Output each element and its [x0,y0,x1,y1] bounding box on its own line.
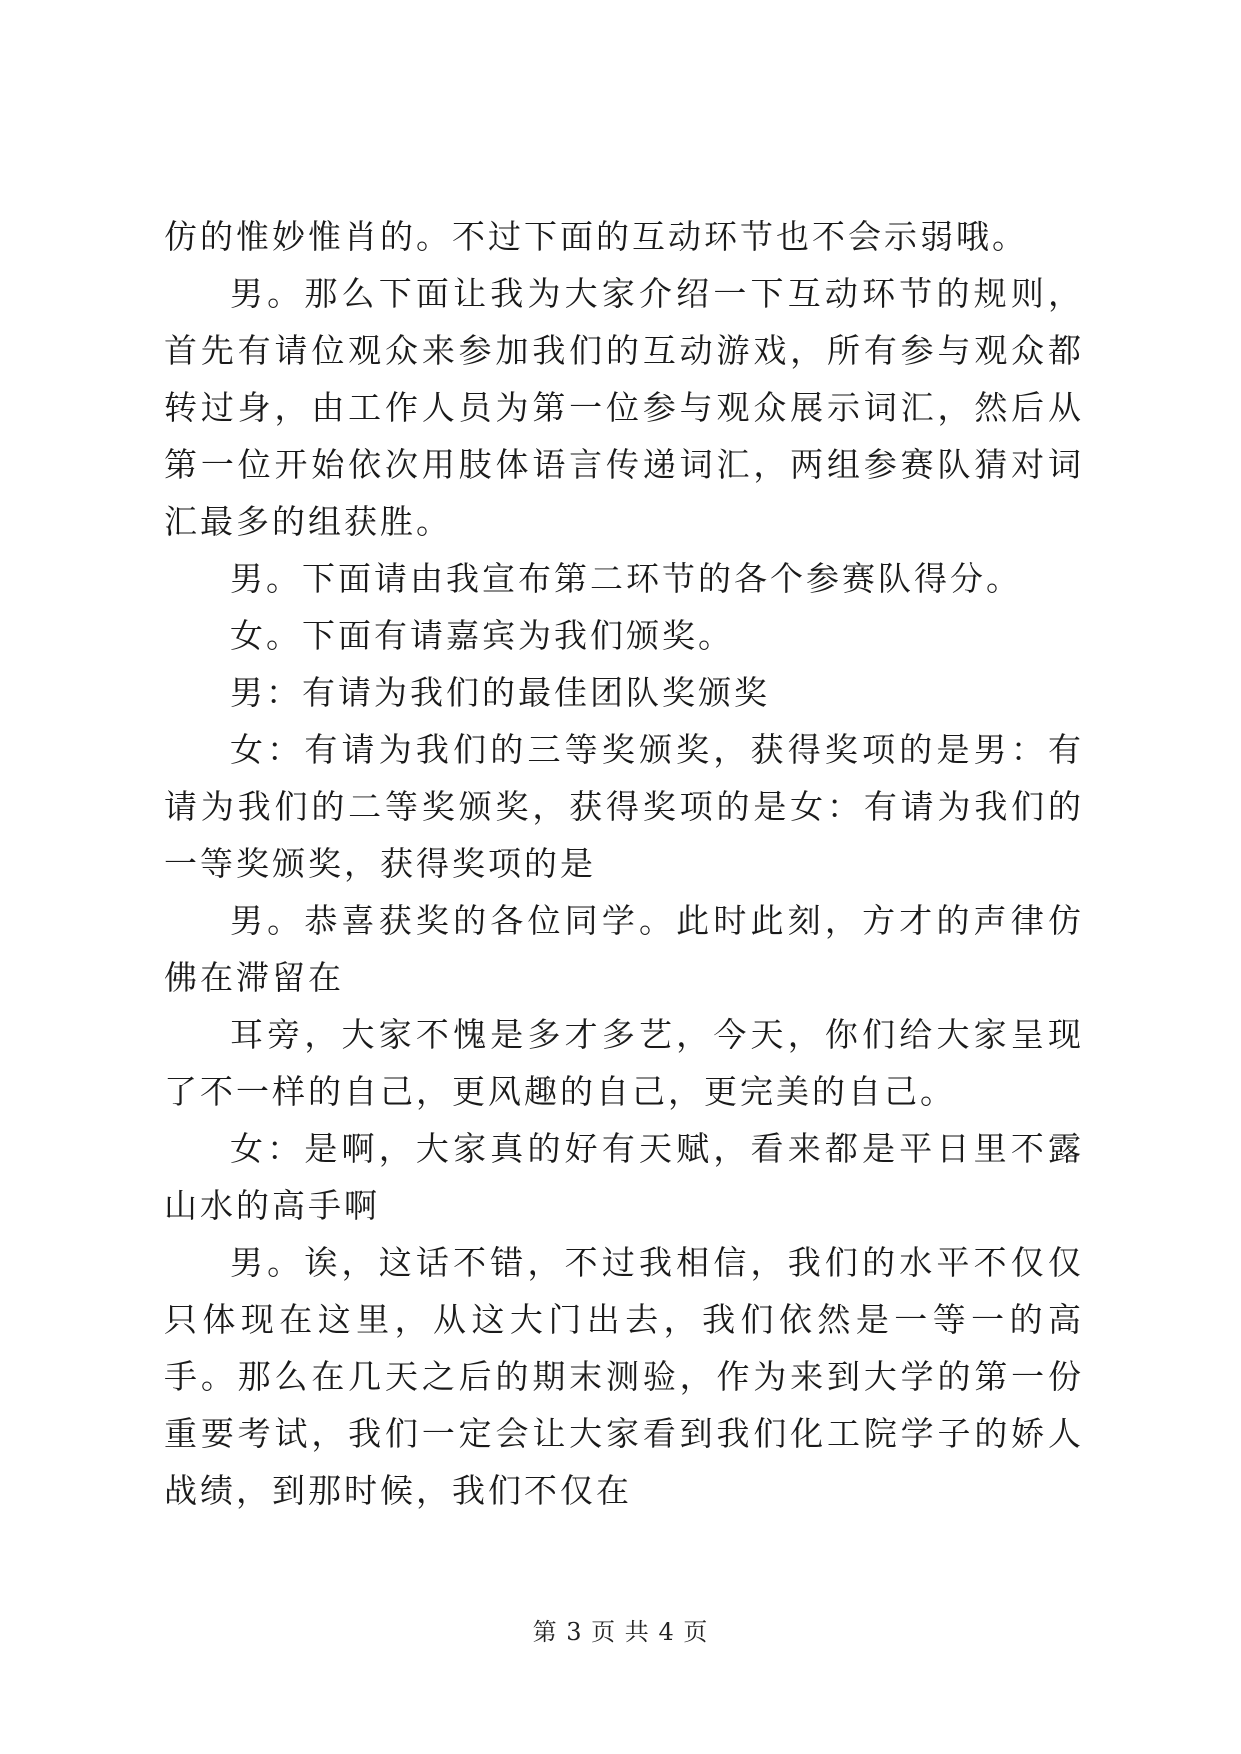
page-number-footer: 第 3 页 共 4 页 [532,1618,709,1646]
paragraph: 耳旁，大家不愧是多才多艺，今天，你们给大家呈现了不一样的自己，更风趣的自己，更完美的自己。 [164,1015,1084,1111]
document-body [164,208,1084,1519]
paragraph: 男。恭喜获奖的各位同学。此时此刻，方才的声律仿佛在滞留在 [164,901,1084,997]
paragraph: 仿的惟妙惟肖的。不过下面的互动环节也不会示弱哦。 [164,217,1028,256]
paragraph: 女。下面有请嘉宾为我们颁奖。 [230,616,734,655]
paragraph: 女：是啊，大家真的好有天赋，看来都是平日里不露山水的高手啊 [164,1129,1084,1225]
paragraph: 男。下面请由我宣布第二环节的各个参赛队得分。 [230,559,1022,598]
paragraph: 男。诶，这话不错，不过我相信，我们的水平不仅仅只体现在这里，从这大门出去，我们依然是一等一的高手。那么在几天之后的期末测验，作为来到大学的第一份重要考试，我们一定会让大家看到我们化工院学子的娇人战绩，到那时候，我们不仅在 [164,1243,1084,1510]
paragraph: 男。那么下面让我为大家介绍一下互动环节的规则，首先有请位观众来参加我们的互动游戏，所有参与观众都转过身，由工作人员为第一位参与观众展示词汇，然后从第一位开始依次用肢体语言传递词汇，两组参赛队猜对词汇最多的组获胜。 [164,274,1084,541]
paragraph: 女：有请为我们的三等奖颁奖，获得奖项的是男：有请为我们的二等奖颁奖，获得奖项的是女：有请为我们的一等奖颁奖，获得奖项的是 [164,730,1084,883]
paragraph: 男：有请为我们的最佳团队奖颁奖 [230,673,770,712]
